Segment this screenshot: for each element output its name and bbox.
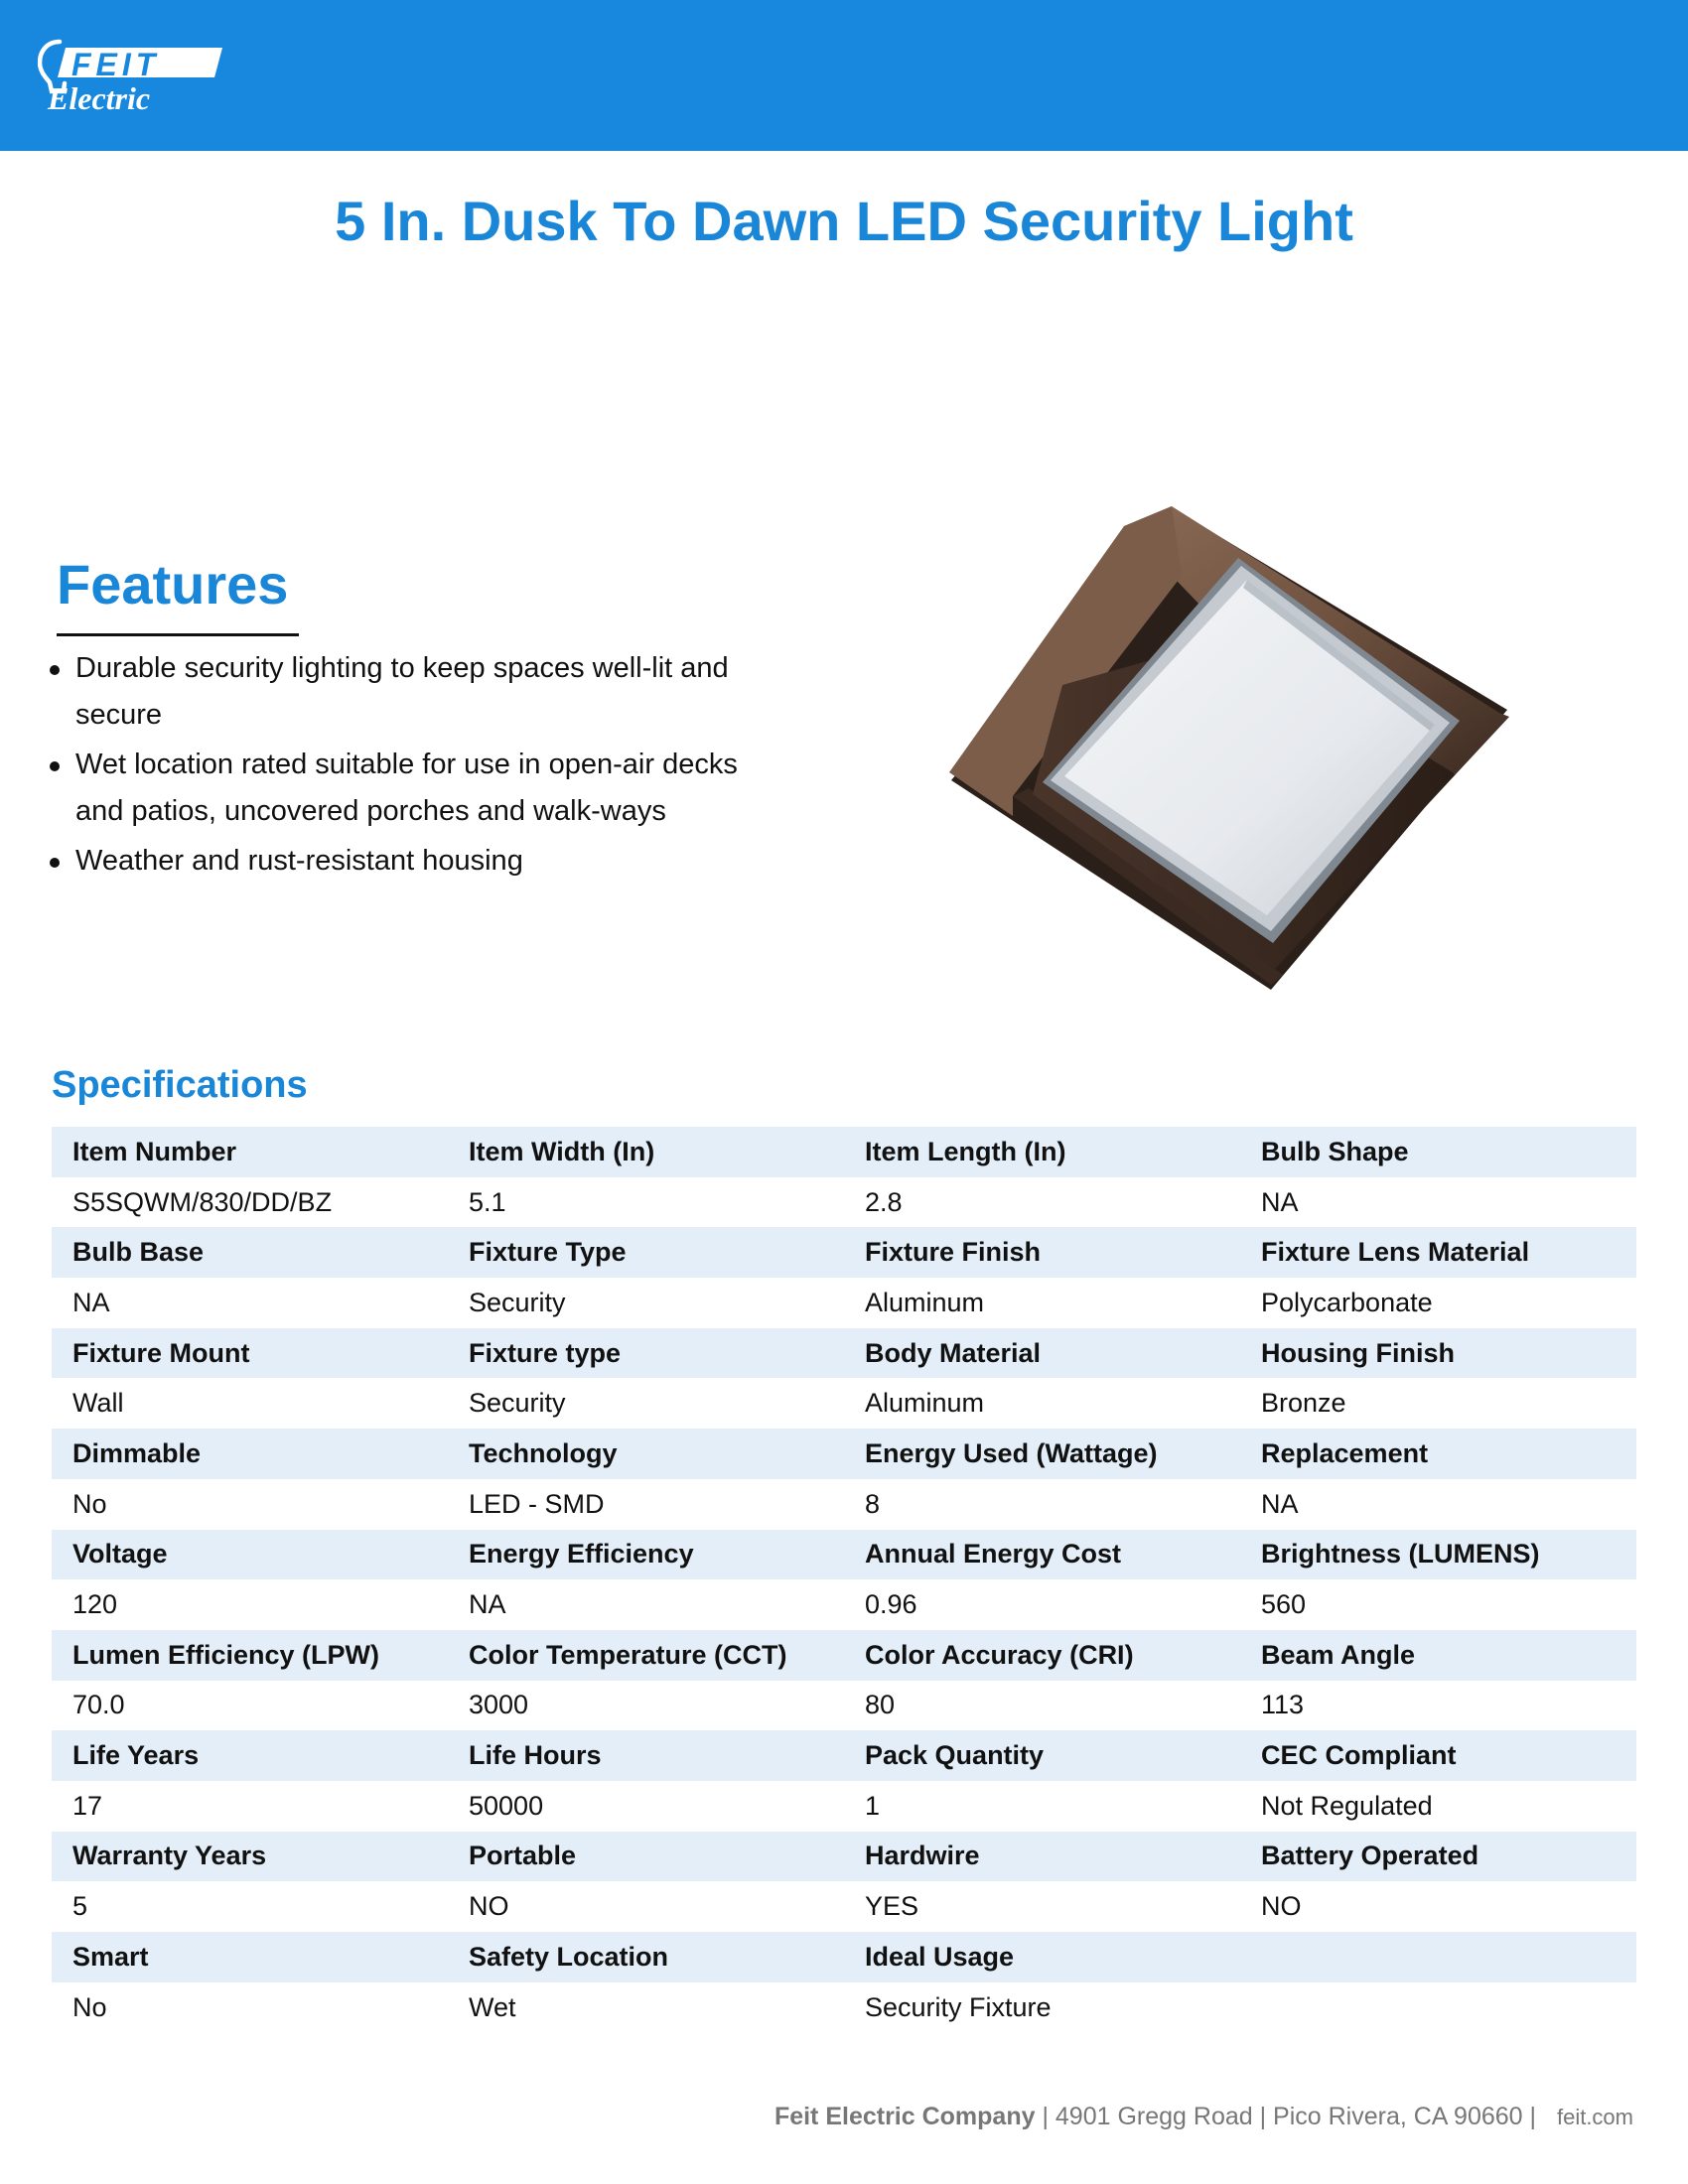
spec-value: Polycarbonate [1240, 1278, 1636, 1328]
spec-value: Wet [448, 1982, 844, 2033]
spec-value: NO [448, 1881, 844, 1932]
spec-label: Technology [448, 1429, 844, 1479]
spec-label: Color Temperature (CCT) [448, 1630, 844, 1681]
spec-label: Body Material [844, 1328, 1240, 1379]
security-light-fixture-image [933, 457, 1519, 1003]
spec-label: Portable [448, 1832, 844, 1882]
spec-label: Pack Quantity [844, 1730, 1240, 1781]
spec-value-row [52, 1781, 1636, 1832]
feature-item: Weather and rust-resistant housing [48, 838, 782, 885]
item-number-link[interactable]: S5SQWM/830/DD/BZ [52, 1177, 448, 1228]
spec-value: Security [448, 1278, 844, 1328]
spec-label: Energy Used (Wattage) [844, 1429, 1240, 1479]
spec-value: NA [1240, 1177, 1636, 1228]
spec-value: No [52, 1479, 448, 1530]
features-heading: Features [57, 553, 289, 615]
spec-value: YES [844, 1881, 1240, 1932]
spec-label: Brightness (LUMENS) [1240, 1530, 1636, 1580]
spec-value: NA [448, 1579, 844, 1630]
spec-label: Life Hours [448, 1730, 844, 1781]
spec-label: Fixture Lens Material [1240, 1227, 1636, 1278]
spec-value: 70.0 [52, 1681, 448, 1731]
features-list [48, 645, 782, 887]
spec-label: Voltage [52, 1530, 448, 1580]
specifications-heading: Specifications [52, 1064, 308, 1106]
spec-label: Warranty Years [52, 1832, 448, 1882]
spec-value: NA [52, 1278, 448, 1328]
svg-text:Electric: Electric [48, 80, 151, 115]
svg-text:FEIT: FEIT [71, 47, 161, 82]
spec-label-row [52, 1328, 1636, 1379]
spec-label: Hardwire [844, 1832, 1240, 1882]
spec-value: 3000 [448, 1681, 844, 1731]
spec-value-row [52, 1982, 1636, 2033]
page-title: 5 In. Dusk To Dawn LED Security Light [335, 190, 1353, 252]
spec-label: Smart [52, 1932, 448, 1982]
spec-value-row [52, 1479, 1636, 1530]
spec-label-row [52, 1832, 1636, 1882]
spec-label: Bulb Shape [1240, 1127, 1636, 1177]
spec-value: 1 [844, 1781, 1240, 1832]
spec-value: 113 [1240, 1681, 1636, 1731]
spec-value: 120 [52, 1579, 448, 1630]
spec-value-row [52, 1579, 1636, 1630]
spec-label: CEC Compliant [1240, 1730, 1636, 1781]
spec-label: Beam Angle [1240, 1630, 1636, 1681]
footer-company: Feit Electric Company [774, 2103, 1036, 2130]
spec-label: Safety Location [448, 1932, 844, 1982]
header-bar [0, 0, 1688, 151]
spec-label: Fixture Finish [844, 1227, 1240, 1278]
spec-value: No [52, 1982, 448, 2033]
feature-item: Durable security lighting to keep spaces well-lit and secure [48, 645, 782, 739]
feit-electric-logo [38, 36, 226, 115]
feature-item: Wet location rated suitable for use in open-air decks and patios, uncovered porches and walk-ways [48, 742, 782, 835]
spec-value: NO [1240, 1881, 1636, 1932]
spec-value: Security Fixture [844, 1982, 1240, 2033]
spec-value: 80 [844, 1681, 1240, 1731]
spec-label: Annual Energy Cost [844, 1530, 1240, 1580]
spec-label: Housing Finish [1240, 1328, 1636, 1379]
spec-label: Fixture Mount [52, 1328, 448, 1379]
spec-label: Battery Operated [1240, 1832, 1636, 1882]
spec-label: Replacement [1240, 1429, 1636, 1479]
spec-label [1240, 1932, 1636, 1982]
spec-value: 8 [844, 1479, 1240, 1530]
specifications-table [52, 1127, 1636, 2032]
spec-label-row [52, 1127, 1636, 1177]
spec-label: Fixture type [448, 1328, 844, 1379]
spec-value: Aluminum [844, 1378, 1240, 1429]
spec-value [1240, 1982, 1636, 2033]
spec-label-row [52, 1630, 1636, 1681]
spec-value: 50000 [448, 1781, 844, 1832]
spec-value: Security [448, 1378, 844, 1429]
spec-value: Wall [52, 1378, 448, 1429]
spec-value-row [52, 1881, 1636, 1932]
spec-value: 5 [52, 1881, 448, 1932]
spec-value: Bronze [1240, 1378, 1636, 1429]
spec-label: Dimmable [52, 1429, 448, 1479]
spec-value-row [52, 1681, 1636, 1731]
spec-label: Item Number [52, 1127, 448, 1177]
spec-value: 2.8 [844, 1177, 1240, 1228]
spec-label: Energy Efficiency [448, 1530, 844, 1580]
spec-value: Aluminum [844, 1278, 1240, 1328]
features-underline [57, 633, 299, 636]
spec-label: Bulb Base [52, 1227, 448, 1278]
spec-label-row [52, 1730, 1636, 1781]
spec-value: NA [1240, 1479, 1636, 1530]
footer [774, 2103, 1633, 2131]
spec-label: Fixture Type [448, 1227, 844, 1278]
spec-value: 560 [1240, 1579, 1636, 1630]
footer-address: | 4901 Gregg Road | Pico Rivera, CA 90660 | [1035, 2103, 1543, 2130]
spec-value: 0.96 [844, 1579, 1240, 1630]
spec-value-row [52, 1278, 1636, 1328]
spec-label: Life Years [52, 1730, 448, 1781]
spec-label-row [52, 1227, 1636, 1278]
spec-label: Lumen Efficiency (LPW) [52, 1630, 448, 1681]
spec-label: Item Length (In) [844, 1127, 1240, 1177]
spec-value: Not Regulated [1240, 1781, 1636, 1832]
spec-value-row [52, 1177, 1636, 1228]
spec-value: 17 [52, 1781, 448, 1832]
spec-value-row [52, 1378, 1636, 1429]
spec-value: 5.1 [448, 1177, 844, 1228]
footer-website-link[interactable]: feit.com [1556, 2105, 1633, 2129]
spec-label-row [52, 1932, 1636, 1982]
spec-label: Color Accuracy (CRI) [844, 1630, 1240, 1681]
spec-value: LED - SMD [448, 1479, 844, 1530]
spec-label-row [52, 1530, 1636, 1580]
spec-label-row [52, 1429, 1636, 1479]
spec-label: Item Width (In) [448, 1127, 844, 1177]
spec-label: Ideal Usage [844, 1932, 1240, 1982]
